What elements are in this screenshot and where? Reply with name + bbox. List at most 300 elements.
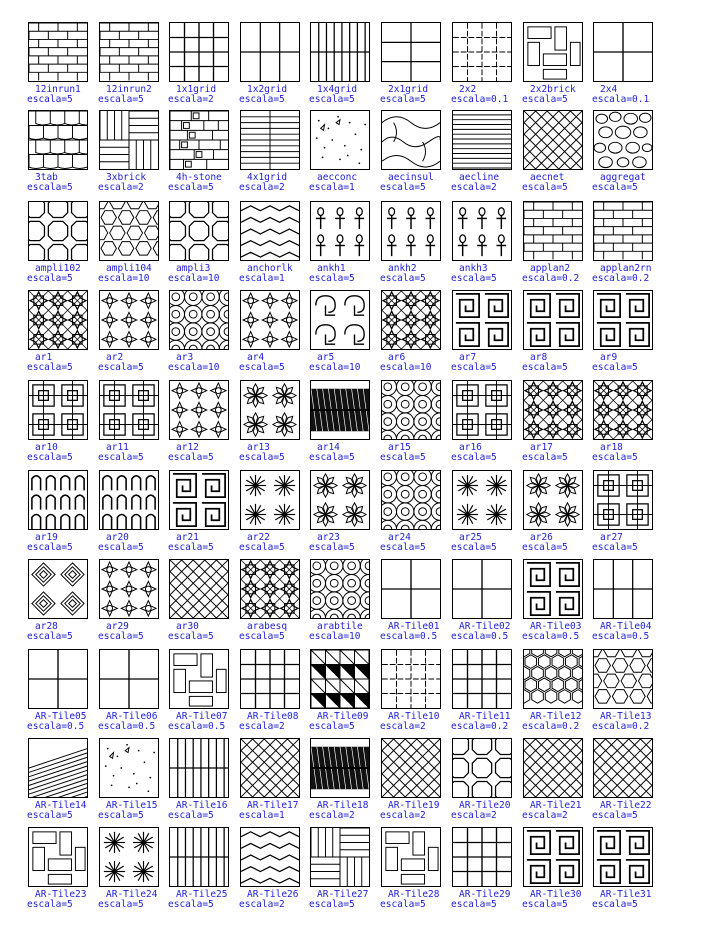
pattern-name: ar26 (530, 532, 553, 543)
pattern-card (380, 827, 448, 915)
pattern-scale: escala=0.2 (592, 273, 650, 284)
pattern-name: ankh2 (388, 263, 417, 274)
pattern-card (380, 22, 448, 110)
pattern-name: ar21 (176, 532, 199, 543)
pattern-swatch (99, 738, 159, 798)
pattern-swatch (169, 649, 229, 709)
pattern-swatch (240, 290, 300, 350)
pattern-card (309, 110, 377, 198)
pattern-scale: escala=5 (98, 631, 144, 642)
pattern-swatch (523, 110, 583, 170)
pattern-swatch (523, 738, 583, 798)
pattern-scale: escala=5 (522, 94, 568, 105)
pattern-swatch (169, 110, 229, 170)
pattern-name: ar16 (459, 442, 482, 453)
pattern-scale: escala=5 (592, 452, 638, 463)
pattern-name: 2x4 (600, 84, 618, 95)
pattern-swatch (593, 470, 653, 530)
pattern-name: AR-Tile02 (459, 621, 511, 632)
pattern-name: AR-Tile21 (530, 800, 582, 811)
pattern-name: 12inrun1 (35, 84, 81, 95)
pattern-name: ar28 (35, 621, 58, 632)
pattern-name: aecconc (317, 172, 358, 183)
pattern-card (451, 738, 519, 826)
pattern-name: ar20 (106, 532, 129, 543)
pattern-scale: escala=5 (309, 452, 355, 463)
pattern-scale: escala=5 (239, 631, 285, 642)
pattern-scale: escala=5 (27, 452, 73, 463)
pattern-card (522, 380, 590, 468)
pattern-scale: escala=0.2 (522, 721, 580, 732)
pattern-card (98, 559, 166, 647)
pattern-scale: escala=2 (380, 810, 426, 821)
pattern-swatch (310, 380, 370, 440)
pattern-scale: escala=5 (98, 94, 144, 105)
pattern-swatch (593, 290, 653, 350)
pattern-name: 3tab (35, 172, 58, 183)
pattern-swatch (28, 290, 88, 350)
pattern-card (239, 827, 307, 915)
pattern-scale: escala=5 (522, 452, 568, 463)
pattern-scale: escala=0.2 (522, 273, 580, 284)
pattern-scale: escala=5 (27, 542, 73, 553)
pattern-card (239, 201, 307, 289)
pattern-card (522, 559, 590, 647)
pattern-card (168, 201, 236, 289)
pattern-scale: escala=5 (451, 452, 497, 463)
pattern-name: AR-Tile29 (459, 889, 511, 900)
pattern-scale: escala=5 (239, 94, 285, 105)
pattern-scale: escala=0.5 (168, 721, 226, 732)
pattern-scale: escala=10 (309, 631, 361, 642)
pattern-swatch (310, 827, 370, 887)
pattern-scale: escala=5 (309, 273, 355, 284)
pattern-name: ar24 (388, 532, 411, 543)
pattern-name: AR-Tile25 (176, 889, 228, 900)
pattern-swatch (381, 290, 441, 350)
pattern-card (27, 738, 95, 826)
pattern-scale: escala=5 (451, 362, 497, 373)
pattern-scale: escala=2 (309, 810, 355, 821)
pattern-name: ar17 (530, 442, 553, 453)
pattern-scale: escala=5 (451, 899, 497, 910)
pattern-card (380, 290, 448, 378)
pattern-name: ar13 (247, 442, 270, 453)
pattern-scale: escala=5 (592, 899, 638, 910)
pattern-name: ar30 (176, 621, 199, 632)
pattern-scale: escala=5 (592, 810, 638, 821)
pattern-name: 12inrun2 (106, 84, 152, 95)
pattern-scale: escala=0.5 (27, 721, 85, 732)
pattern-scale: escala=5 (27, 631, 73, 642)
pattern-scale: escala=0.5 (451, 631, 509, 642)
pattern-swatch (99, 559, 159, 619)
pattern-scale: escala=5 (168, 182, 214, 193)
pattern-swatch (240, 201, 300, 261)
pattern-scale: escala=5 (380, 542, 426, 553)
pattern-swatch (593, 380, 653, 440)
pattern-scale: escala=5 (168, 631, 214, 642)
pattern-swatch (240, 380, 300, 440)
pattern-scale: escala=5 (592, 362, 638, 373)
pattern-swatch (169, 290, 229, 350)
pattern-scale: escala=5 (98, 899, 144, 910)
pattern-name: ar9 (600, 352, 618, 363)
pattern-swatch (523, 22, 583, 82)
pattern-name: AR-Tile31 (600, 889, 652, 900)
pattern-name: ar6 (388, 352, 406, 363)
pattern-scale: escala=0.5 (380, 631, 438, 642)
pattern-name: ar14 (317, 442, 340, 453)
pattern-name: ar18 (600, 442, 623, 453)
pattern-scale: escala=5 (239, 452, 285, 463)
pattern-card (451, 22, 519, 110)
pattern-name: ar23 (317, 532, 340, 543)
pattern-name: 4h-stone (176, 172, 222, 183)
pattern-swatch (593, 738, 653, 798)
pattern-scale: escala=5 (27, 94, 73, 105)
pattern-name: AR-Tile28 (388, 889, 440, 900)
pattern-card (592, 380, 660, 468)
pattern-name: ampli104 (106, 263, 152, 274)
pattern-card (592, 649, 660, 737)
pattern-scale: escala=2 (239, 899, 285, 910)
pattern-name: applan2 (530, 263, 571, 274)
pattern-swatch (381, 470, 441, 530)
pattern-name: aecline (459, 172, 500, 183)
pattern-scale: escala=5 (380, 899, 426, 910)
pattern-name: AR-Tile13 (600, 711, 652, 722)
pattern-card (309, 470, 377, 558)
pattern-name: AR-Tile24 (106, 889, 158, 900)
pattern-name: 3xbrick (106, 172, 147, 183)
pattern-scale: escala=5 (522, 542, 568, 553)
pattern-name: ar3 (176, 352, 194, 363)
pattern-swatch (523, 470, 583, 530)
pattern-swatch (452, 827, 512, 887)
pattern-scale: escala=2 (451, 810, 497, 821)
pattern-card (168, 470, 236, 558)
pattern-card (168, 22, 236, 110)
pattern-swatch (28, 738, 88, 798)
pattern-swatch (28, 110, 88, 170)
pattern-scale: escala=0.1 (451, 94, 509, 105)
pattern-name: AR-Tile27 (317, 889, 369, 900)
pattern-card (98, 827, 166, 915)
pattern-scale: escala=2 (239, 182, 285, 193)
pattern-card (239, 470, 307, 558)
pattern-name: ar29 (106, 621, 129, 632)
pattern-name: AR-Tile06 (106, 711, 158, 722)
pattern-scale: escala=0.5 (592, 631, 650, 642)
pattern-card (451, 290, 519, 378)
pattern-swatch (593, 201, 653, 261)
pattern-swatch (99, 22, 159, 82)
pattern-name: ar2 (106, 352, 124, 363)
pattern-swatch (593, 110, 653, 170)
pattern-scale: escala=2 (239, 721, 285, 732)
pattern-swatch (452, 290, 512, 350)
pattern-swatch (28, 649, 88, 709)
pattern-swatch (381, 827, 441, 887)
pattern-name: ar5 (317, 352, 335, 363)
pattern-name: ar15 (388, 442, 411, 453)
pattern-scale: escala=10 (168, 362, 220, 373)
pattern-swatch (99, 290, 159, 350)
pattern-card (451, 110, 519, 198)
pattern-scale: escala=0.2 (592, 721, 650, 732)
pattern-card (522, 201, 590, 289)
pattern-name: AR-Tile16 (176, 800, 228, 811)
pattern-card (98, 738, 166, 826)
pattern-name: ar10 (35, 442, 58, 453)
pattern-card (239, 649, 307, 737)
pattern-card (451, 380, 519, 468)
pattern-card (522, 738, 590, 826)
pattern-name: ankh3 (459, 263, 488, 274)
pattern-name: applan2rn (600, 263, 652, 274)
pattern-card (309, 22, 377, 110)
pattern-swatch (240, 738, 300, 798)
pattern-scale: escala=5 (309, 721, 355, 732)
pattern-swatch (452, 559, 512, 619)
pattern-card (239, 290, 307, 378)
pattern-card (239, 22, 307, 110)
pattern-swatch (169, 22, 229, 82)
pattern-name: AR-Tile14 (35, 800, 87, 811)
pattern-name: 1x1grid (176, 84, 217, 95)
pattern-swatch (452, 470, 512, 530)
pattern-swatch (523, 649, 583, 709)
pattern-card (27, 827, 95, 915)
pattern-card (168, 380, 236, 468)
pattern-swatch (381, 738, 441, 798)
pattern-name: 2x1grid (388, 84, 429, 95)
pattern-card (168, 649, 236, 737)
pattern-swatch (593, 827, 653, 887)
pattern-name: ankh1 (317, 263, 346, 274)
pattern-name: arabesq (247, 621, 288, 632)
pattern-scale: escala=5 (98, 542, 144, 553)
pattern-card (27, 290, 95, 378)
pattern-name: arabtile (317, 621, 363, 632)
pattern-card (592, 559, 660, 647)
pattern-card (380, 559, 448, 647)
pattern-swatch (28, 201, 88, 261)
pattern-swatch (28, 827, 88, 887)
pattern-scale: escala=5 (27, 273, 73, 284)
pattern-swatch (169, 201, 229, 261)
pattern-swatch (169, 738, 229, 798)
pattern-card (168, 827, 236, 915)
pattern-swatch (169, 470, 229, 530)
pattern-name: ar11 (106, 442, 129, 453)
pattern-card (522, 649, 590, 737)
pattern-scale: escala=0.1 (592, 94, 650, 105)
pattern-scale: escala=5 (239, 362, 285, 373)
pattern-swatch (28, 470, 88, 530)
pattern-swatch (310, 738, 370, 798)
pattern-name: ar27 (600, 532, 623, 543)
pattern-name: AR-Tile17 (247, 800, 299, 811)
pattern-swatch (381, 110, 441, 170)
pattern-card (239, 738, 307, 826)
pattern-scale: escala=5 (168, 452, 214, 463)
pattern-card (592, 470, 660, 558)
pattern-scale: escala=2 (98, 182, 144, 193)
pattern-swatch (240, 827, 300, 887)
pattern-name: 1x4grid (317, 84, 358, 95)
pattern-swatch (310, 649, 370, 709)
pattern-card (309, 380, 377, 468)
pattern-scale: escala=5 (380, 94, 426, 105)
pattern-name: ar25 (459, 532, 482, 543)
pattern-swatch (593, 22, 653, 82)
pattern-scale: escala=5 (380, 182, 426, 193)
pattern-swatch (452, 649, 512, 709)
pattern-card (451, 559, 519, 647)
pattern-card (98, 380, 166, 468)
pattern-card (168, 110, 236, 198)
pattern-name: AR-Tile03 (530, 621, 582, 632)
pattern-swatch (240, 110, 300, 170)
pattern-scale: escala=5 (522, 182, 568, 193)
pattern-swatch (523, 559, 583, 619)
pattern-card (380, 470, 448, 558)
pattern-swatch (99, 201, 159, 261)
pattern-swatch (28, 559, 88, 619)
pattern-scale: escala=5 (309, 542, 355, 553)
pattern-swatch (99, 470, 159, 530)
pattern-card (309, 201, 377, 289)
pattern-scale: escala=5 (239, 542, 285, 553)
pattern-name: ar12 (176, 442, 199, 453)
pattern-card (98, 470, 166, 558)
pattern-scale: escala=10 (98, 273, 150, 284)
pattern-swatch (381, 559, 441, 619)
pattern-name: 4x1grid (247, 172, 288, 183)
pattern-scale: escala=5 (27, 810, 73, 821)
pattern-card (98, 22, 166, 110)
pattern-scale: escala=5 (451, 542, 497, 553)
pattern-scale: escala=5 (27, 182, 73, 193)
pattern-scale: escala=10 (309, 362, 361, 373)
pattern-name: 1x2grid (247, 84, 288, 95)
pattern-name: ar4 (247, 352, 265, 363)
pattern-card (27, 201, 95, 289)
pattern-name: AR-Tile22 (600, 800, 652, 811)
pattern-card (98, 290, 166, 378)
pattern-card (522, 110, 590, 198)
pattern-swatch (452, 738, 512, 798)
pattern-card (309, 827, 377, 915)
pattern-scale: escala=5 (592, 542, 638, 553)
pattern-card (380, 201, 448, 289)
pattern-swatch (381, 22, 441, 82)
pattern-card (380, 380, 448, 468)
pattern-name: AR-Tile08 (247, 711, 299, 722)
pattern-swatch (593, 559, 653, 619)
pattern-scale: escala=5 (27, 899, 73, 910)
pattern-card (27, 110, 95, 198)
pattern-scale: escala=5 (309, 899, 355, 910)
pattern-card (98, 649, 166, 737)
pattern-swatch (99, 110, 159, 170)
pattern-card (27, 22, 95, 110)
pattern-card (592, 827, 660, 915)
pattern-name: AR-Tile09 (317, 711, 369, 722)
pattern-scale: escala=5 (380, 273, 426, 284)
pattern-name: AR-Tile12 (530, 711, 582, 722)
pattern-card (592, 110, 660, 198)
pattern-card (592, 22, 660, 110)
pattern-card (309, 559, 377, 647)
pattern-name: AR-Tile30 (530, 889, 582, 900)
pattern-scale: escala=5 (309, 94, 355, 105)
pattern-scale: escala=5 (522, 362, 568, 373)
pattern-swatch (523, 201, 583, 261)
pattern-card (522, 827, 590, 915)
pattern-card (98, 110, 166, 198)
pattern-scale: escala=10 (380, 362, 432, 373)
pattern-card (592, 290, 660, 378)
pattern-swatch (452, 110, 512, 170)
pattern-scale: escala=5 (98, 810, 144, 821)
pattern-scale: escala=5 (168, 542, 214, 553)
pattern-name: ar19 (35, 532, 58, 543)
pattern-swatch (99, 827, 159, 887)
pattern-swatch (99, 649, 159, 709)
pattern-card (309, 738, 377, 826)
pattern-scale: escala=2 (168, 94, 214, 105)
pattern-scale: escala=1 (309, 182, 355, 193)
pattern-name: AR-Tile07 (176, 711, 228, 722)
pattern-swatch (310, 290, 370, 350)
pattern-card (451, 649, 519, 737)
pattern-scale: escala=5 (168, 810, 214, 821)
pattern-card (451, 201, 519, 289)
pattern-card (592, 738, 660, 826)
pattern-scale: escala=5 (98, 362, 144, 373)
pattern-card (451, 470, 519, 558)
pattern-swatch (169, 559, 229, 619)
pattern-card (309, 649, 377, 737)
pattern-swatch (310, 201, 370, 261)
pattern-name: AR-Tile20 (459, 800, 511, 811)
pattern-name: aecinsul (388, 172, 434, 183)
pattern-swatch (310, 110, 370, 170)
pattern-scale: escala=10 (168, 273, 220, 284)
pattern-name: aggregat (600, 172, 646, 183)
pattern-name: AR-Tile23 (35, 889, 87, 900)
pattern-scale: escala=0.2 (451, 721, 509, 732)
pattern-swatch (381, 649, 441, 709)
pattern-name: AR-Tile11 (459, 711, 511, 722)
pattern-name: ar7 (459, 352, 477, 363)
pattern-scale: escala=5 (592, 182, 638, 193)
pattern-swatch (240, 470, 300, 530)
pattern-card (522, 470, 590, 558)
pattern-name: 2x2brick (530, 84, 576, 95)
pattern-swatch (523, 380, 583, 440)
pattern-name: AR-Tile15 (106, 800, 158, 811)
pattern-scale: escala=5 (98, 452, 144, 463)
pattern-scale: escala=0.5 (522, 631, 580, 642)
pattern-swatch (240, 649, 300, 709)
pattern-scale: escala=5 (451, 273, 497, 284)
pattern-card (239, 110, 307, 198)
pattern-name: 2x2 (459, 84, 477, 95)
